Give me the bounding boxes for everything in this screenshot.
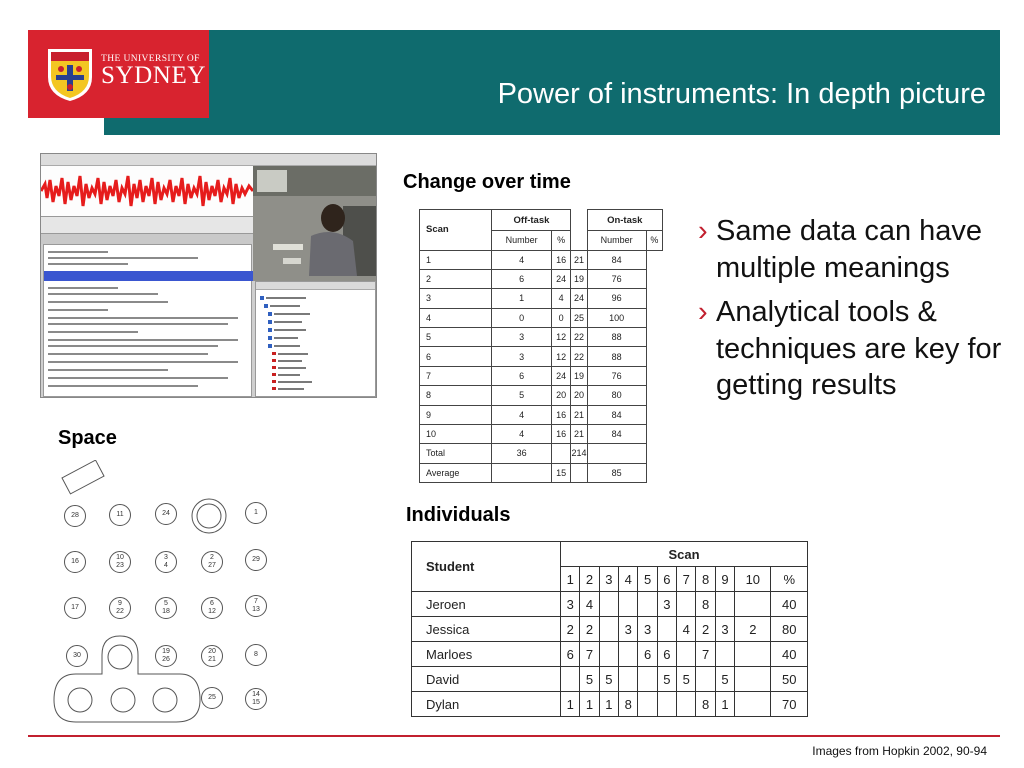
scan-cell: Average	[420, 463, 492, 482]
off-number-header: Number	[492, 231, 551, 250]
scan-cell: 6	[492, 366, 551, 385]
scan-summary-row	[420, 463, 663, 482]
classroom-video-frame	[253, 166, 377, 281]
scan-cell: 76	[587, 366, 646, 385]
student-seat	[245, 502, 267, 524]
seat-number-second: 18	[162, 608, 170, 615]
scan-cell: Total	[420, 444, 492, 463]
seat-number: 5	[164, 600, 168, 607]
student-seat	[201, 597, 223, 619]
scan-column-header: 6	[657, 567, 676, 592]
student-scan-cell	[619, 667, 638, 692]
scan-cell: 1	[420, 250, 492, 269]
video-frame-graphic	[253, 166, 377, 281]
seat-number-second: 26	[162, 656, 170, 663]
seat-number: 30	[73, 652, 81, 659]
student-scan-cell: 1	[561, 692, 580, 717]
student-scan-cell: 80	[771, 617, 808, 642]
student-scan-cell: 5	[580, 667, 599, 692]
scan-row	[420, 347, 663, 366]
student-scan-cell: 5	[715, 667, 734, 692]
seat-number-second: 23	[116, 562, 124, 569]
scan-cell: 12	[551, 328, 571, 347]
student-scan-cell: 40	[771, 592, 808, 617]
scan-cell: 84	[587, 424, 646, 443]
off-task-header: Off-task	[492, 210, 571, 231]
student-seat	[245, 688, 267, 710]
scan-row	[420, 289, 663, 308]
student-scan-cell	[657, 692, 676, 717]
seat-number: 8	[254, 651, 258, 658]
scan-cell: 6	[420, 347, 492, 366]
scan-column-header: 4	[619, 567, 638, 592]
bullet-list	[698, 213, 1016, 412]
scan-cell: 7	[420, 366, 492, 385]
page-title: Power of instruments: In depth picture	[497, 78, 986, 110]
on-task-header: On-task	[587, 210, 662, 231]
scan-cell: 36	[492, 444, 551, 463]
scan-cell: 5	[420, 328, 492, 347]
seat-number: 9	[118, 600, 122, 607]
scan-cell: 88	[587, 347, 646, 366]
student-scan-cell: 3	[657, 592, 676, 617]
student-scan-cell: 2	[580, 617, 599, 642]
scan-cell: 0	[551, 308, 571, 327]
scan-column-header: 1	[561, 567, 580, 592]
student-scan-cell	[677, 692, 696, 717]
scan-header: Scan	[420, 210, 492, 251]
student-scan-cell	[696, 667, 715, 692]
student-scan-cell: 50	[771, 667, 808, 692]
change-over-time-label: Change over time	[403, 171, 571, 193]
seat-number-second: 13	[252, 606, 260, 613]
student-scan-cell: 40	[771, 642, 808, 667]
scan-cell: 2	[420, 269, 492, 288]
student-scan-cell	[599, 642, 618, 667]
scan-cell: 22	[571, 328, 587, 347]
student-seat	[64, 551, 86, 573]
seat-number-second: 27	[208, 562, 216, 569]
bullet-arrow-icon: ›	[698, 215, 708, 247]
student-name: Marloes	[412, 642, 561, 667]
scan-cell: 16	[551, 250, 571, 269]
scan-column-header: 9	[715, 567, 734, 592]
seat-number: 3	[164, 554, 168, 561]
on-percent-header: %	[646, 231, 662, 250]
student-scan-cell: 6	[561, 642, 580, 667]
scan-cell: 4	[551, 289, 571, 308]
student-scan-cell: 5	[657, 667, 676, 692]
space-label: Space	[58, 427, 117, 449]
scan-cell: 12	[551, 347, 571, 366]
student-scan-cell: 7	[696, 642, 715, 667]
seat-number-second: 22	[116, 608, 124, 615]
student-scan-cell: 8	[619, 692, 638, 717]
footer-divider	[28, 735, 1000, 737]
seat-number-second: 21	[208, 656, 216, 663]
scan-cell: 20	[571, 386, 587, 405]
student-seat	[66, 645, 88, 667]
scan-cell: 85	[587, 463, 646, 482]
student-header: Student	[412, 542, 561, 592]
scan-cell: 22	[571, 347, 587, 366]
coding-tree-pane	[255, 281, 376, 397]
scan-cell: 10	[420, 424, 492, 443]
student-scan-cell: 6	[657, 642, 676, 667]
student-scan-cell: 5	[677, 667, 696, 692]
scan-cell: 8	[420, 386, 492, 405]
scan-cell: 76	[587, 269, 646, 288]
scan-cell: 19	[571, 269, 587, 288]
student-scan-cell: 4	[677, 617, 696, 642]
image-credit: Images from Hopkin 2002, 90-94	[812, 744, 987, 758]
student-scan-cell	[715, 642, 734, 667]
scan-row	[420, 250, 663, 269]
scan-row	[420, 328, 663, 347]
student-scan-cell: 2	[735, 617, 771, 642]
scan-cell: 96	[587, 289, 646, 308]
scan-cell: 16	[551, 424, 571, 443]
scan-cell: 100	[587, 308, 646, 327]
scan-row	[420, 269, 663, 288]
scan-cell	[571, 463, 587, 482]
scan-row	[420, 366, 663, 385]
logo-line2: SYDNEY	[101, 62, 206, 89]
seat-number: 7	[254, 598, 258, 605]
scan-cell: 4	[492, 405, 551, 424]
scan-cell: 20	[551, 386, 571, 405]
student-scan-cell	[619, 642, 638, 667]
scan-cell: 21	[571, 405, 587, 424]
audio-waveform	[41, 166, 253, 216]
student-scan-cell	[638, 667, 657, 692]
scan-cell: 214	[571, 444, 587, 463]
seat-number: 24	[162, 510, 170, 517]
seat-number-second: 4	[164, 562, 168, 569]
seat-number: 17	[71, 604, 79, 611]
student-seat	[201, 551, 223, 573]
student-scan-cell	[735, 642, 771, 667]
student-scan-cell: 2	[561, 617, 580, 642]
scan-cell: 16	[551, 405, 571, 424]
scan-cell: 4	[420, 308, 492, 327]
scan-group-header: Scan	[561, 542, 808, 567]
scan-cell: 24	[551, 269, 571, 288]
seat-number: 20	[208, 648, 216, 655]
student-scan-cell	[638, 692, 657, 717]
bullet-arrow-icon: ›	[698, 296, 708, 328]
scan-cell: 80	[587, 386, 646, 405]
scan-column-header: %	[771, 567, 808, 592]
university-logo	[28, 30, 209, 118]
media-timeline	[41, 216, 253, 234]
bullet-item	[698, 294, 1016, 404]
student-scan-cell: 6	[638, 642, 657, 667]
seat-number: 1	[254, 509, 258, 516]
student-scan-cell: 5	[599, 667, 618, 692]
seat-number: 10	[116, 554, 124, 561]
seat-number-second: 15	[252, 699, 260, 706]
student-seat	[109, 597, 131, 619]
seat-number: 19	[162, 648, 170, 655]
student-row	[412, 692, 808, 717]
waveform-graphic	[41, 166, 253, 216]
student-scan-cell	[735, 667, 771, 692]
student-seat	[155, 503, 177, 525]
scan-column-header: 3	[599, 567, 618, 592]
scan-column-header: 5	[638, 567, 657, 592]
student-name: Jeroen	[412, 592, 561, 617]
bullet-text: Same data can have multiple meanings	[716, 215, 983, 284]
student-scan-cell: 2	[696, 617, 715, 642]
scan-row	[420, 405, 663, 424]
scan-cell: 84	[587, 250, 646, 269]
student-name: Dylan	[412, 692, 561, 717]
scan-cell: 4	[492, 250, 551, 269]
scan-cell: 3	[420, 289, 492, 308]
student-scan-cell: 3	[715, 617, 734, 642]
software-toolbar	[41, 234, 253, 244]
individuals-table-wrapper	[411, 541, 808, 717]
scan-column-header: 7	[677, 567, 696, 592]
student-seat	[245, 549, 267, 571]
student-seat	[245, 595, 267, 617]
student-scan-cell	[657, 617, 676, 642]
scan-cell: 21	[571, 250, 587, 269]
scan-cell: 21	[571, 424, 587, 443]
bullet-text: Analytical tools & techniques are key for getting results	[716, 296, 1002, 401]
student-scan-cell: 8	[696, 592, 715, 617]
scan-cell: 9	[420, 405, 492, 424]
student-scan-cell: 8	[696, 692, 715, 717]
student-scan-cell: 1	[580, 692, 599, 717]
student-scan-cell: 1	[599, 692, 618, 717]
analysis-software-screenshot	[40, 153, 377, 398]
scan-cell: 15	[551, 463, 571, 482]
student-seat	[64, 597, 86, 619]
student-scan-cell: 7	[580, 642, 599, 667]
scan-cell: 3	[492, 328, 551, 347]
scan-cell: 5	[492, 386, 551, 405]
seat-number: 11	[116, 511, 124, 518]
scan-table	[419, 209, 663, 483]
scan-cell: 88	[587, 328, 646, 347]
logo-line1: THE UNIVERSITY OF	[101, 54, 200, 64]
student-scan-cell: 3	[638, 617, 657, 642]
student-seat	[64, 505, 86, 527]
scan-cell: 0	[492, 308, 551, 327]
student-row	[412, 667, 808, 692]
student-row	[412, 617, 808, 642]
student-seat	[109, 551, 131, 573]
seat-number: 16	[71, 558, 79, 565]
seat-number: 2	[210, 554, 214, 561]
seating-plan	[50, 460, 290, 730]
seat-number-second: 12	[208, 608, 216, 615]
on-number-header: Number	[587, 231, 646, 250]
student-seat	[155, 645, 177, 667]
seat-number: 29	[252, 556, 260, 563]
scan-table-wrapper	[419, 209, 663, 483]
scan-row	[420, 424, 663, 443]
student-scan-cell: 70	[771, 692, 808, 717]
scan-row	[420, 386, 663, 405]
individuals-label: Individuals	[406, 504, 511, 526]
off-percent-header: %	[551, 231, 571, 250]
student-name: David	[412, 667, 561, 692]
student-scan-cell: 4	[580, 592, 599, 617]
student-scan-cell: 1	[715, 692, 734, 717]
student-scan-cell: 3	[619, 617, 638, 642]
individuals-table	[411, 541, 808, 717]
seat-number: 6	[210, 600, 214, 607]
scan-cell	[587, 444, 646, 463]
seat-number: 14	[252, 691, 260, 698]
student-scan-cell	[599, 592, 618, 617]
student-name: Jessica	[412, 617, 561, 642]
student-scan-cell: 3	[561, 592, 580, 617]
seat-number: 25	[208, 694, 216, 701]
student-scan-cell	[735, 592, 771, 617]
scan-column-header: 8	[696, 567, 715, 592]
student-scan-cell	[677, 642, 696, 667]
crest-icon	[46, 47, 94, 103]
student-seat	[201, 645, 223, 667]
student-scan-cell	[638, 592, 657, 617]
scan-summary-row	[420, 444, 663, 463]
seat-number: 28	[71, 512, 79, 519]
student-seat	[245, 644, 267, 666]
student-scan-cell	[735, 692, 771, 717]
scan-column-header: 2	[580, 567, 599, 592]
student-seat	[155, 597, 177, 619]
scan-cell: 4	[492, 424, 551, 443]
scan-column-header: 10	[735, 567, 771, 592]
student-scan-cell	[677, 592, 696, 617]
scan-cell: 3	[492, 347, 551, 366]
scan-cell: 25	[571, 308, 587, 327]
student-seat	[201, 687, 223, 709]
student-row	[412, 642, 808, 667]
scan-cell	[551, 444, 571, 463]
bullet-item	[698, 213, 1016, 286]
student-seat	[155, 551, 177, 573]
selected-transcript-line	[44, 271, 253, 281]
scan-cell: 1	[492, 289, 551, 308]
student-row	[412, 592, 808, 617]
student-scan-cell	[561, 667, 580, 692]
student-seat	[109, 504, 131, 526]
student-scan-cell	[599, 617, 618, 642]
scan-cell: 84	[587, 405, 646, 424]
scan-row	[420, 308, 663, 327]
student-scan-cell	[619, 592, 638, 617]
software-menubar	[41, 154, 376, 166]
student-scan-cell	[715, 592, 734, 617]
scan-cell: 6	[492, 269, 551, 288]
scan-cell: 24	[571, 289, 587, 308]
scan-cell	[492, 463, 551, 482]
scan-cell: 19	[571, 366, 587, 385]
scan-cell: 24	[551, 366, 571, 385]
transcript-pane	[43, 244, 252, 397]
